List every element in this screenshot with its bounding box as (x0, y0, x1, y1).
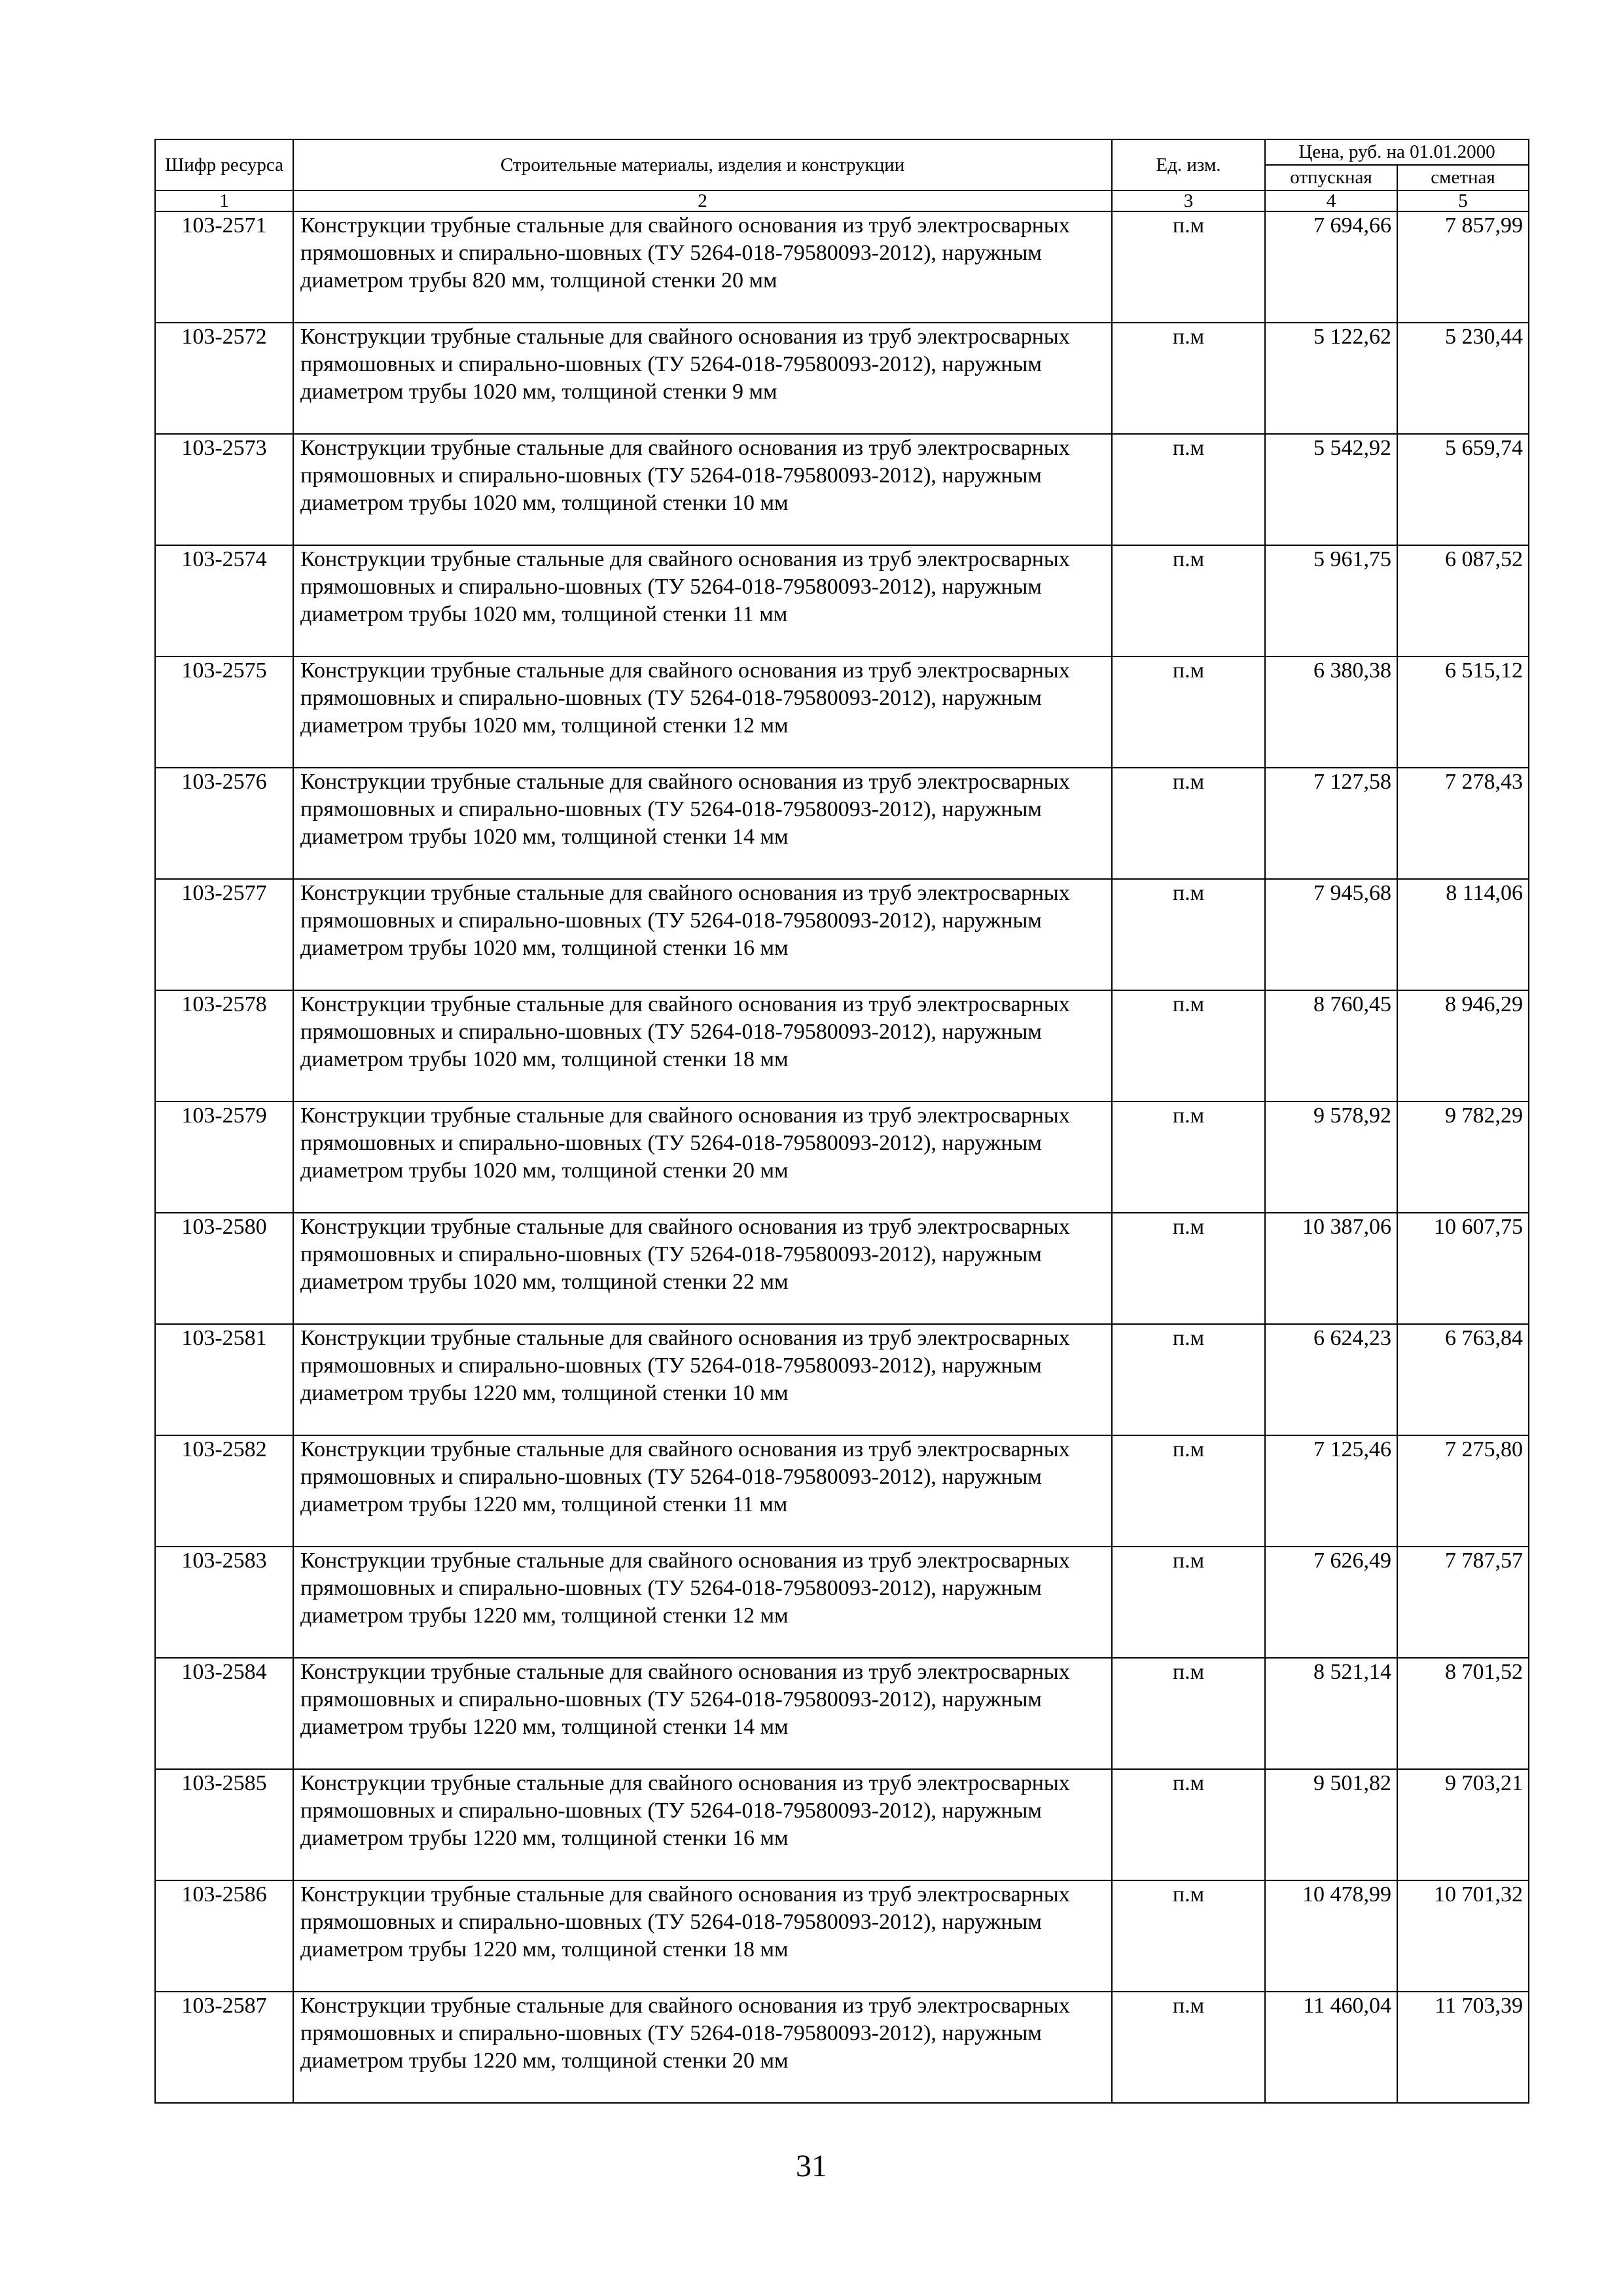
release-price: 6 380,38 (1265, 656, 1397, 768)
resource-code: 103-2578 (155, 990, 293, 1102)
unit-of-measure: п.м (1112, 434, 1265, 545)
resource-code: 103-2583 (155, 1547, 293, 1658)
resource-code: 103-2576 (155, 768, 293, 879)
unit-of-measure: п.м (1112, 990, 1265, 1102)
unit-of-measure: п.м (1112, 1769, 1265, 1880)
release-price: 9 578,92 (1265, 1102, 1397, 1213)
release-price: 10 387,06 (1265, 1213, 1397, 1324)
material-name: Конструкции трубные стальные для свайного основания из труб электросварных прямошовных и спирально-шовных (ТУ 5264-018-79580093-2012), наружным диаметром трубы 1020 мм, толщиной стенки 11 мм (293, 545, 1112, 656)
table-header (155, 139, 1529, 211)
header-name: Строительные материалы, изделия и конструкции (293, 139, 1112, 190)
resource-code: 103-2585 (155, 1769, 293, 1880)
resource-code: 103-2584 (155, 1658, 293, 1769)
material-name: Конструкции трубные стальные для свайного основания из труб электросварных прямошовных и спирально-шовных (ТУ 5264-018-79580093-2012), наружным диаметром трубы 1220 мм, толщиной стенки 11 мм (293, 1435, 1112, 1547)
header-price-group: Цена, руб. на 01.01.2000 (1265, 139, 1529, 165)
material-name: Конструкции трубные стальные для свайного основания из труб электросварных прямошовных и спирально-шовных (ТУ 5264-018-79580093-2012), наружным диаметром трубы 1220 мм, толщиной стенки 12 мм (293, 1547, 1112, 1658)
column-number: 5 (1397, 190, 1529, 211)
estimate-price: 6 087,52 (1397, 545, 1529, 656)
table-row (155, 1324, 1529, 1435)
resource-code: 103-2571 (155, 211, 293, 323)
unit-of-measure: п.м (1112, 1658, 1265, 1769)
unit-of-measure: п.м (1112, 1213, 1265, 1324)
estimate-price: 7 278,43 (1397, 768, 1529, 879)
table-row (155, 1658, 1529, 1769)
material-name: Конструкции трубные стальные для свайного основания из труб электросварных прямошовных и спирально-шовных (ТУ 5264-018-79580093-2012), наружным диаметром трубы 1220 мм, толщиной стенки 10 мм (293, 1324, 1112, 1435)
material-name: Конструкции трубные стальные для свайного основания из труб электросварных прямошовных и спирально-шовных (ТУ 5264-018-79580093-2012), наружным диаметром трубы 1020 мм, толщиной стенки 12 мм (293, 656, 1112, 768)
resource-code: 103-2577 (155, 879, 293, 990)
header-unit: Ед. изм. (1112, 139, 1265, 190)
estimate-price: 6 763,84 (1397, 1324, 1529, 1435)
column-numbers-row (155, 190, 1529, 211)
release-price: 7 127,58 (1265, 768, 1397, 879)
resource-code: 103-2573 (155, 434, 293, 545)
resource-code: 103-2572 (155, 323, 293, 434)
resource-code: 103-2574 (155, 545, 293, 656)
material-name: Конструкции трубные стальные для свайного основания из труб электросварных прямошовных и спирально-шовных (ТУ 5264-018-79580093-2012), наружным диаметром трубы 1220 мм, толщиной стенки 18 мм (293, 1880, 1112, 1992)
estimate-price: 7 787,57 (1397, 1547, 1529, 1658)
estimate-price: 8 114,06 (1397, 879, 1529, 990)
material-name: Конструкции трубные стальные для свайного основания из труб электросварных прямошовных и спирально-шовных (ТУ 5264-018-79580093-2012), наружным диаметром трубы 1020 мм, толщиной стенки 9 мм (293, 323, 1112, 434)
unit-of-measure: п.м (1112, 1435, 1265, 1547)
table-row (155, 768, 1529, 879)
header-price-estimate: сметная (1397, 165, 1529, 190)
estimate-price: 9 703,21 (1397, 1769, 1529, 1880)
table-row (155, 323, 1529, 434)
estimate-price: 8 701,52 (1397, 1658, 1529, 1769)
unit-of-measure: п.м (1112, 1102, 1265, 1213)
table-row (155, 1769, 1529, 1880)
table-row (155, 1992, 1529, 2103)
table-row (155, 1435, 1529, 1547)
resource-code: 103-2581 (155, 1324, 293, 1435)
unit-of-measure: п.м (1112, 323, 1265, 434)
unit-of-measure: п.м (1112, 545, 1265, 656)
estimate-price: 5 659,74 (1397, 434, 1529, 545)
material-name: Конструкции трубные стальные для свайного основания из труб электросварных прямошовных и спирально-шовных (ТУ 5264-018-79580093-2012), наружным диаметром трубы 1220 мм, толщиной стенки 14 мм (293, 1658, 1112, 1769)
release-price: 8 760,45 (1265, 990, 1397, 1102)
resource-code: 103-2579 (155, 1102, 293, 1213)
estimate-price: 8 946,29 (1397, 990, 1529, 1102)
column-number: 3 (1112, 190, 1265, 211)
table-body (155, 211, 1529, 2103)
release-price: 7 125,46 (1265, 1435, 1397, 1547)
estimate-price: 10 701,32 (1397, 1880, 1529, 1992)
unit-of-measure: п.м (1112, 1880, 1265, 1992)
estimate-price: 7 857,99 (1397, 211, 1529, 323)
column-number: 4 (1265, 190, 1397, 211)
estimate-price: 11 703,39 (1397, 1992, 1529, 2103)
material-name: Конструкции трубные стальные для свайного основания из труб электросварных прямошовных и спирально-шовных (ТУ 5264-018-79580093-2012), наружным диаметром трубы 1020 мм, толщиной стенки 14 мм (293, 768, 1112, 879)
resource-code: 103-2580 (155, 1213, 293, 1324)
resource-code: 103-2586 (155, 1880, 293, 1992)
header-price-release: отпускная (1265, 165, 1397, 190)
unit-of-measure: п.м (1112, 768, 1265, 879)
release-price: 10 478,99 (1265, 1880, 1397, 1992)
material-name: Конструкции трубные стальные для свайного основания из труб электросварных прямошовных и спирально-шовных (ТУ 5264-018-79580093-2012), наружным диаметром трубы 1220 мм, толщиной стенки 16 мм (293, 1769, 1112, 1880)
material-name: Конструкции трубные стальные для свайного основания из труб электросварных прямошовных и спирально-шовных (ТУ 5264-018-79580093-2012), наружным диаметром трубы 1020 мм, толщиной стенки 10 мм (293, 434, 1112, 545)
release-price: 9 501,82 (1265, 1769, 1397, 1880)
price-table (154, 139, 1529, 2104)
material-name: Конструкции трубные стальные для свайного основания из труб электросварных прямошовных и спирально-шовных (ТУ 5264-018-79580093-2012), наружным диаметром трубы 1020 мм, толщиной стенки 18 мм (293, 990, 1112, 1102)
table-row (155, 434, 1529, 545)
table-row (155, 1880, 1529, 1992)
table-row (155, 990, 1529, 1102)
table-row (155, 1102, 1529, 1213)
release-price: 5 542,92 (1265, 434, 1397, 545)
release-price: 6 624,23 (1265, 1324, 1397, 1435)
resource-code: 103-2587 (155, 1992, 293, 2103)
unit-of-measure: п.м (1112, 1324, 1265, 1435)
table-row (155, 211, 1529, 323)
estimate-price: 5 230,44 (1397, 323, 1529, 434)
estimate-price: 7 275,80 (1397, 1435, 1529, 1547)
table-row (155, 1547, 1529, 1658)
column-number: 1 (155, 190, 293, 211)
release-price: 8 521,14 (1265, 1658, 1397, 1769)
release-price: 7 945,68 (1265, 879, 1397, 990)
release-price: 7 626,49 (1265, 1547, 1397, 1658)
material-name: Конструкции трубные стальные для свайного основания из труб электросварных прямошовных и спирально-шовных (ТУ 5264-018-79580093-2012), наружным диаметром трубы 1020 мм, толщиной стенки 20 мм (293, 1102, 1112, 1213)
unit-of-measure: п.м (1112, 1992, 1265, 2103)
material-name: Конструкции трубные стальные для свайного основания из труб электросварных прямошовных и спирально-шовных (ТУ 5264-018-79580093-2012), наружным диаметром трубы 1020 мм, толщиной стенки 22 мм (293, 1213, 1112, 1324)
material-name: Конструкции трубные стальные для свайного основания из труб электросварных прямошовных и спирально-шовных (ТУ 5264-018-79580093-2012), наружным диаметром трубы 820 мм, толщиной стенки 20 мм (293, 211, 1112, 323)
unit-of-measure: п.м (1112, 656, 1265, 768)
page-number: 31 (796, 2149, 827, 2183)
resource-code: 103-2582 (155, 1435, 293, 1547)
column-number: 2 (293, 190, 1112, 211)
table-row (155, 879, 1529, 990)
estimate-price: 6 515,12 (1397, 656, 1529, 768)
estimate-price: 10 607,75 (1397, 1213, 1529, 1324)
material-name: Конструкции трубные стальные для свайного основания из труб электросварных прямошовных и спирально-шовных (ТУ 5264-018-79580093-2012), наружным диаметром трубы 1020 мм, толщиной стенки 16 мм (293, 879, 1112, 990)
release-price: 5 961,75 (1265, 545, 1397, 656)
release-price: 5 122,62 (1265, 323, 1397, 434)
unit-of-measure: п.м (1112, 1547, 1265, 1658)
resource-code: 103-2575 (155, 656, 293, 768)
table-row (155, 656, 1529, 768)
unit-of-measure: п.м (1112, 211, 1265, 323)
release-price: 11 460,04 (1265, 1992, 1397, 2103)
table-row (155, 1213, 1529, 1324)
header-code: Шифр ресурса (155, 139, 293, 190)
material-name: Конструкции трубные стальные для свайного основания из труб электросварных прямошовных и спирально-шовных (ТУ 5264-018-79580093-2012), наружным диаметром трубы 1220 мм, толщиной стенки 20 мм (293, 1992, 1112, 2103)
release-price: 7 694,66 (1265, 211, 1397, 323)
estimate-price: 9 782,29 (1397, 1102, 1529, 1213)
table-row (155, 545, 1529, 656)
unit-of-measure: п.м (1112, 879, 1265, 990)
